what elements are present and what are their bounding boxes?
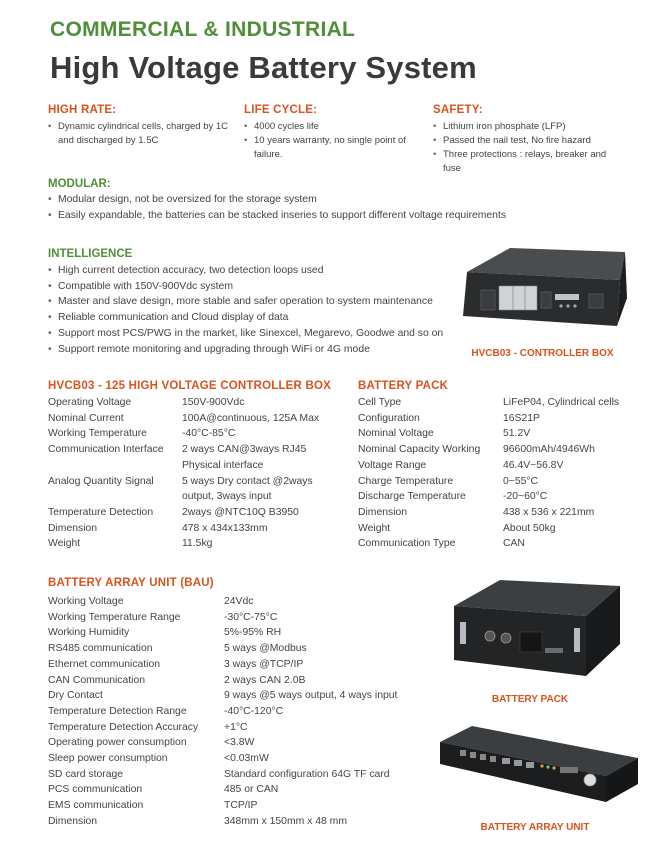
spec-row: [48, 814, 438, 830]
spec-label: Weight: [358, 522, 391, 534]
battery-pack-table: [358, 395, 648, 552]
category-heading: COMMERCIAL & INDUSTRIAL: [50, 18, 356, 41]
feature-title: SAFETY:: [433, 104, 483, 116]
spec-value: 2 ways CAN 2.0B: [224, 674, 306, 686]
battery-pack-image: [440, 572, 630, 682]
feature-title: HIGH RATE:: [48, 104, 117, 116]
spec-row: [48, 536, 348, 552]
spec-row: [48, 673, 438, 689]
spec-value: TCP/IP: [224, 800, 258, 812]
spec-value: -40°C-120°C: [224, 705, 284, 717]
spec-row: [48, 442, 348, 458]
bau-image: [430, 712, 645, 812]
spec-row: [48, 657, 438, 673]
spec-value: Physical interface: [182, 459, 264, 471]
spec-label: Communication Interface: [48, 444, 164, 456]
spec-label: Dimension: [48, 815, 98, 827]
spec-label: PCS communication: [48, 784, 143, 796]
spec-label: RS485 communication: [48, 643, 153, 655]
spec-label: Temperature Detection: [48, 506, 154, 518]
spec-value: 9 ways @5 ways output, 4 ways input: [224, 690, 398, 702]
controller-box-image: [455, 242, 630, 332]
spec-row: [358, 474, 648, 490]
feature-safety: [433, 104, 623, 176]
spec-label: Operating power consumption: [48, 737, 187, 749]
list-item: • Modular design, not be oversized for the storage system: [48, 192, 648, 208]
section-title: HVCB03 - 125 HIGH VOLTAGE CONTROLLER BOX: [48, 380, 331, 392]
spec-row: [48, 720, 438, 736]
spec-row: [358, 505, 648, 521]
spec-value: 96600mAh/4946Wh: [503, 444, 595, 456]
spec-value: 5%-95% RH: [224, 627, 282, 639]
spec-value: -30°C-75°C: [224, 611, 278, 623]
spec-row: [48, 505, 348, 521]
spec-label: Sleep power consumption: [48, 753, 168, 765]
spec-row: [48, 610, 438, 626]
spec-label: Analog Quantity Signal: [48, 475, 154, 487]
spec-row: [48, 735, 438, 751]
spec-row: [48, 767, 438, 783]
spec-label: Working Temperature Range: [48, 611, 181, 623]
spec-label: Weight: [48, 538, 81, 550]
spec-label: Charge Temperature: [358, 475, 454, 487]
spec-label: Working Voltage: [48, 596, 124, 607]
spec-row: [48, 458, 348, 474]
modular-section: [48, 178, 648, 223]
spec-row: [48, 704, 438, 720]
spec-row: [48, 641, 438, 657]
spec-label: [48, 458, 182, 474]
spec-row: [358, 411, 648, 427]
spec-row: [48, 521, 348, 537]
spec-value: output, 3ways input: [182, 491, 272, 503]
spec-value: 478 x 434x133mm: [182, 522, 268, 534]
spec-value: CAN: [503, 538, 525, 550]
spec-row: [48, 782, 438, 798]
bau-section: [48, 577, 438, 830]
spec-value: 438 x 536 x 221mm: [503, 506, 595, 518]
section-title: INTELLIGENCE: [48, 248, 133, 260]
spec-row: [358, 426, 648, 442]
spec-row: [48, 395, 348, 411]
spec-label: Working Temperature: [48, 428, 147, 440]
controller-spec-section: [48, 380, 348, 552]
spec-value: 3 ways @TCP/IP: [224, 658, 304, 670]
spec-value: About 50kg: [503, 522, 556, 534]
spec-label: Dimension: [358, 506, 408, 518]
spec-label: CAN Communication: [48, 674, 146, 686]
spec-label: Nominal Capacity Working: [358, 444, 481, 456]
spec-row: [48, 798, 438, 814]
section-title: BATTERY PACK: [358, 380, 449, 392]
spec-value: 150V-900Vdc: [182, 397, 245, 408]
spec-label: Working Humidity: [48, 627, 130, 639]
spec-row: [48, 474, 348, 490]
spec-row: [358, 489, 648, 505]
spec-value: 348mm x 150mm x 48 mm: [224, 815, 347, 827]
spec-label: [48, 489, 182, 505]
bau-table: [48, 594, 438, 830]
spec-value: 0~55°C: [503, 475, 539, 487]
spec-label: EMS communication: [48, 800, 144, 812]
spec-value: -20~60°C: [503, 491, 548, 503]
battery-pack-caption: BATTERY PACK: [491, 694, 569, 705]
spec-label: Temperature Detection Accuracy: [48, 721, 199, 733]
spec-label: Voltage Range: [358, 459, 427, 471]
list-item: • Reliable communication and Cloud display of data: [48, 310, 468, 326]
spec-value: 100A@continuous, 125A Max: [182, 412, 320, 424]
spec-value: <3.8W: [224, 737, 255, 749]
spec-row: [48, 411, 348, 427]
list-item: • Master and slave design, more stable and safer operation to system maintenance: [48, 294, 468, 310]
spec-row: [48, 594, 438, 610]
feature-title: LIFE CYCLE:: [244, 104, 318, 116]
spec-label: SD card storage: [48, 768, 124, 780]
spec-value: LiFeP04, Cylindrical cells: [503, 397, 620, 408]
spec-value: 24Vdc: [224, 596, 254, 607]
spec-row: [48, 625, 438, 641]
spec-label: Communication Type: [358, 538, 456, 550]
spec-row: [358, 442, 648, 458]
bau-caption: BATTERY ARRAY UNIT: [480, 822, 590, 833]
spec-label: Nominal Voltage: [358, 428, 434, 440]
spec-row: [358, 536, 648, 552]
page-title: High Voltage Battery System: [50, 50, 477, 85]
spec-value: 485 or CAN: [224, 784, 279, 796]
spec-label: Nominal Current: [48, 412, 124, 424]
feature-high-rate: [48, 104, 233, 148]
spec-value: 46.4V~56.8V: [503, 459, 564, 471]
controller-box-caption: HVCB03 - CONTROLLER BOX: [471, 348, 614, 359]
list-item: • Lithium iron phosphate (LFP): [433, 120, 623, 134]
spec-value: 2 ways CAN@3ways RJ45: [182, 444, 307, 456]
spec-value: -40°C-85°C: [182, 428, 236, 440]
spec-value: 51.2V: [503, 428, 531, 440]
battery-pack-section: [358, 380, 648, 552]
list-item: • Easily expandable, the batteries can be stacked inseries to support different voltage requirements: [48, 208, 648, 224]
spec-value: +1°C: [224, 721, 248, 733]
spec-row: [48, 688, 438, 704]
spec-value: 16S21P: [503, 412, 540, 424]
list-item: • Support most PCS/PWG in the market, like Sinexcel, Megarevo, Goodwe and so on: [48, 326, 468, 342]
controller-spec-table: [48, 395, 348, 552]
spec-label: Cell Type: [358, 397, 402, 408]
spec-row: [358, 395, 648, 411]
spec-value: 5 ways @Modbus: [224, 643, 307, 655]
list-item: • Three protections : relays, breaker and fuse: [433, 148, 623, 176]
spec-row: [358, 458, 648, 474]
feature-life-cycle: [244, 104, 414, 162]
spec-value: 11.5kg: [182, 538, 213, 550]
spec-label: Temperature Detection Range: [48, 705, 187, 717]
spec-value: 5 ways Dry contact @2ways: [182, 475, 313, 487]
spec-label: Dry Contact: [48, 690, 103, 702]
section-title: MODULAR:: [48, 178, 111, 190]
spec-label: Ethernet communication: [48, 658, 161, 670]
list-item: • Support remote monitoring and upgrading through WiFi or 4G mode: [48, 342, 468, 358]
list-item: • 10 years warranty, no single point of failure.: [244, 134, 414, 162]
intelligence-section: [48, 248, 468, 357]
spec-label: Operating Voltage: [48, 397, 132, 408]
spec-value: Standard configuration 64G TF card: [224, 768, 390, 780]
spec-label: Dimension: [48, 522, 98, 534]
spec-value: 2ways @NTC10Q B3950: [182, 506, 299, 518]
spec-value: <0.03mW: [224, 753, 269, 765]
spec-row: [358, 521, 648, 537]
list-item: • Passed the nail test, No fire hazard: [433, 134, 623, 148]
list-item: • High current detection accuracy, two detection loops used: [48, 263, 468, 279]
list-item: • Dynamic cylindrical cells, charged by 1C and discharged by 1.5C: [48, 120, 233, 148]
spec-label: Configuration: [358, 412, 420, 424]
list-item: • 4000 cycles life: [244, 120, 414, 134]
spec-row: [48, 426, 348, 442]
list-item: • Compatible with 150V-900Vdc system: [48, 279, 468, 295]
section-title: BATTERY ARRAY UNIT (BAU): [48, 577, 214, 589]
spec-row: [48, 751, 438, 767]
spec-label: Discharge Temperature: [358, 491, 466, 503]
spec-row: [48, 489, 348, 505]
